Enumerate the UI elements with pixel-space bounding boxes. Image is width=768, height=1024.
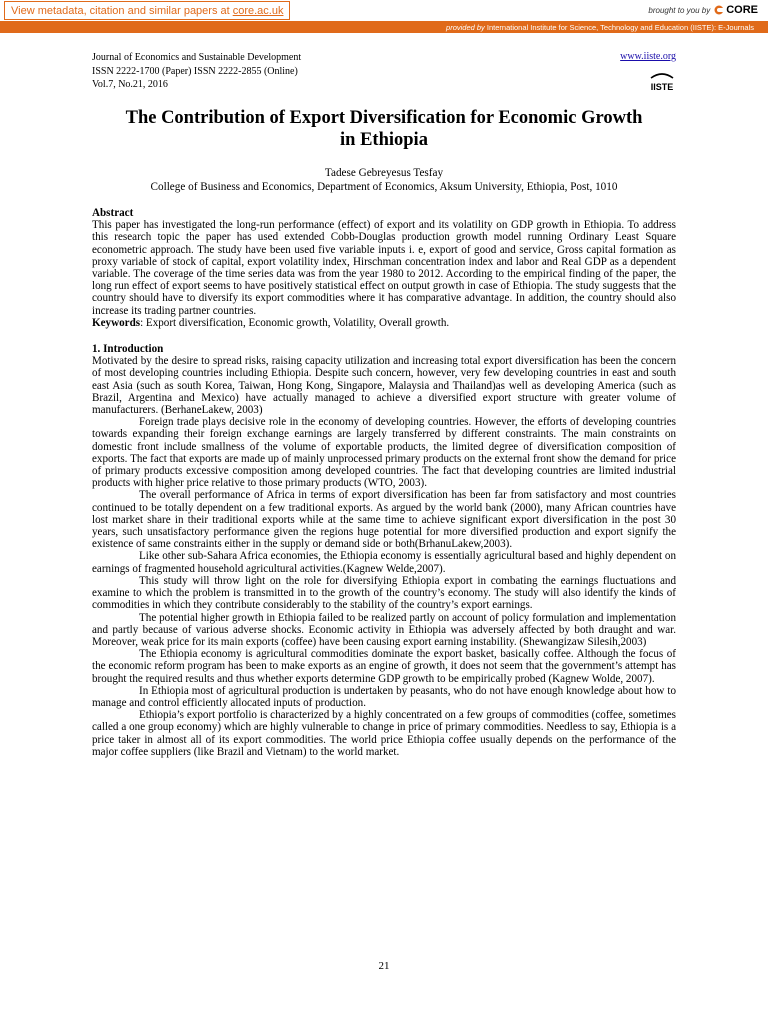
core-brand: CORE [726,4,758,16]
provided-by-bar [0,22,768,33]
intro-paragraph: Like other sub-Sahara Africa economies, the Ethiopia economy is essentially agricultural based and highly dependent on earnings of fragmented household agricultural activities.(Kagnew Welde,2007). [92,550,676,575]
abstract-text: This paper has investigated the long-run performance (effect) of export and its volatility on GDP growth in Ethiopia. To address this research topic the paper has used extended Cobb-Douglas production growth model running Ordinary Least Square econometric approach. The study have been used five variable inputs i. e, export of good and service, Gross capital formation as proxy variable of stock of capital, export volatility index, Hirschman concentration index and labor and Real GDP as a dependent variable. The coverage of the time series data was from the year 1980 to 2012. According to the empirical finding of the paper, the long run effect of export seems to have positively statistical effect on output growth in case of Ethiopia. The study suggests that the country should have to diversify its export commodities where it has comparative advantage. In addition, the country should also increase its trading partner countries. [92,219,676,317]
journal-volume: Vol.7, No.21, 2016 [92,79,168,90]
author-affiliation: College of Business and Economics, Department of Economics, Aksum University, Ethiopia, Post, 1010 [150,181,618,193]
journal-issn: ISSN 2222-1700 (Paper) ISSN 2222-2855 (Online) [92,65,298,77]
journal-url-link[interactable]: www.iiste.org [620,51,676,62]
abstract-heading: Abstract [92,207,134,219]
journal-name: Journal of Economics and Sustainable Development [92,52,302,63]
keywords-text: : Export diversification, Economic growth, Volatility, Overall growth. [140,316,450,329]
core-metadata-link[interactable] [4,1,290,20]
iiste-logo-text: IISTE [650,82,674,92]
journal-info [92,51,301,92]
core-logo[interactable] [714,4,758,16]
intro-paragraph: Ethiopia’s export portfolio is characterized by a highly concentrated on a few groups of commodities (coffee, sometimes called a one group economy) which are highly vulnerable to change in price of primary commodities. Needless to say, Ethiopia is a price taker in almost all of its export commodities. The world price Ethiopia coffee usually depends on the performance of the major coffee suppliers (like Brazil and Vietnam) to the world market. [92,709,676,758]
intro-paragraph: In Ethiopia most of agricultural production is undertaken by peasants, who do not have enough knowledge about how to manage and control efficiently allocated inputs of production. [92,684,676,709]
brought-text: brought to you by [648,5,711,15]
core-banner [0,0,768,22]
introduction-heading: 1. Introduction [92,343,164,356]
author-block [92,166,676,194]
author-name: Tadese Gebreyesus Tesfay [324,167,444,179]
intro-paragraph: The potential higher growth in Ethiopia failed to be realized partly on account of policy formulation and implementation and partly because of various adverse shocks. Economic activity in Ethiopia was adversely affected by both draught and war. Moreover, weak price for its main exports (coffee) have been causing export earning instability. (Shewangizaw Silesih,2003) [92,611,676,648]
intro-paragraph: This study will throw light on the role for diversifying Ethiopia export in combating the earnings fluctuations and examine to which the problem is transmitted in to the growth of the country’s economy. The study will also identify the kinds of commodities in which they contribute considerably to the stability of the country’s export earnings. [92,574,676,612]
iiste-logo-icon [648,69,676,93]
core-logo-icon [714,5,724,15]
intro-paragraph: Motivated by the desire to spread risks, raising capacity utilization and increasing total export diversification has been the concern of most developing countries including Ethiopia. Despite such concern, however, very few developing countries in east and south east Asia (such as south Korea, Taiwan, Hong Kong, Singapore, Malaysia and Thailand)as well as developing America (such as Brazil, Argentina and Mexico) have actually managed to achieve a diversified export structure with greater volume of manufacturers. (BerhaneLakew, 2003) [92,355,676,417]
keywords-label: Keywords [92,316,141,329]
section-gap [92,329,676,343]
keywords-line [92,317,676,329]
intro-paragraph: The Ethiopia economy is agricultural commodities dominate the export basket, basically coffee. Although the focus of the economic reform program has been to make exports as an engine of growth, it does not seem that the government’s attempt has brought the required results and thus whether exports determine GDP growth to be empirically probed (Kagnew Wolde, 2007). [92,648,676,685]
brought-to-you-by [648,4,758,16]
provided-by-label: provided by [446,23,485,32]
intro-paragraph: The overall performance of Africa in terms of export diversification has been far from satisfactory and most countries continued to be totally dependent on a few traditional exports. As argued by the world bank (2000), many African countries have lost market share in their traditional exports while at the same time to achieve significant export diversification in the post 30 years, such unsatisfactory performance given the regions huge potential for more diversified production and export signify the existence of same constraints either in the supply or demand side or both(BrhanuLakew,2003). [92,489,676,551]
provider-name: International Institute for Science, Technology and Education (IISTE): E-Journals [486,23,754,32]
page-number: 21 [378,960,390,972]
core-link-site[interactable]: core.ac.uk [232,4,284,17]
paper-body [92,207,676,758]
core-link-text: View metadata, citation and similar papers at [11,4,230,17]
title-line-2: in Ethiopia [340,130,428,150]
journal-header [92,51,676,95]
intro-paragraph: Foreign trade plays decisive role in the economy of developing countries. However, the efforts of developing countries towards expanding their foreign exchange earnings are largely transferred by different constraints. The main constraints on domestic front include smallness of the volume of exportable products, the limited degree of diversification composition of exports. The fact that exports are made up of mainly unprocessed primary products on the external front show the demand for price of primary products excessive composition among developed countries. The fact that developing countries are limited industrial products with higher price relative to those primary products (WTO, 2003). [92,416,676,490]
paper-title [92,107,676,151]
title-line-1: The Contribution of Export Diversification for Economic Growth [125,108,643,128]
